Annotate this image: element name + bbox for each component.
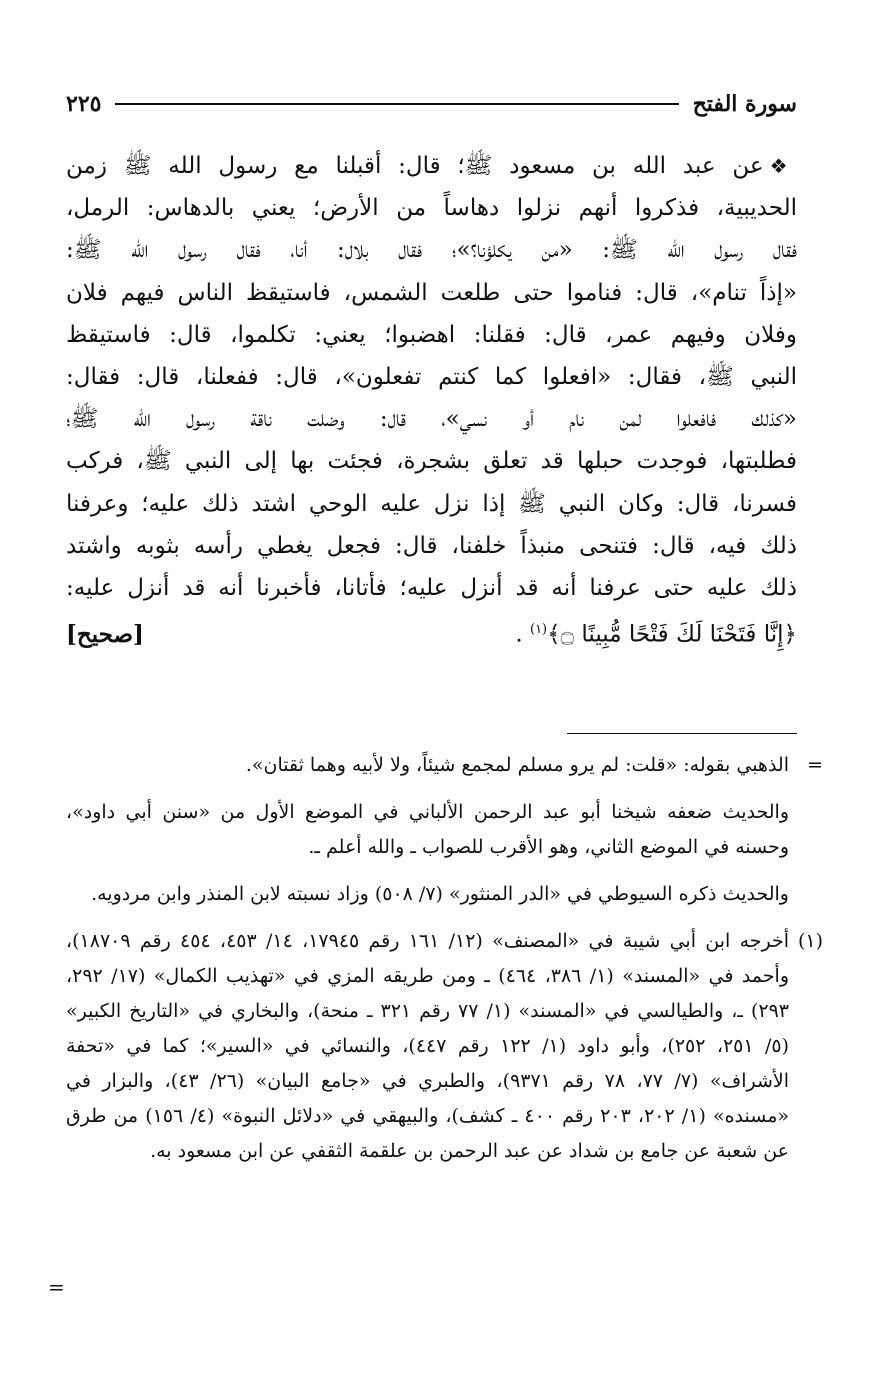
text-line: فطلبتها، فوجدت حبلها قد تعلق بشجرة، فجئت بها إلى النبي ﷺ، فركب — [66, 448, 797, 475]
footnote-text: أخرجه ابن أبي شيبة في «المصنف» (١٢/ ١٦١ رقم ١٧٩٤٥، ١٤/ ٤٥٣، ٤٥٤ رقم ١٨٧٠٩)، وأحمد في «المسند» (١/ ٣٨٦، ٤٦٤) ـ ومن طريقه المزي في «تهذيب الكمال» (١٧/ ٢٩٢، ٢٩٣) ـ، والطيالسي في «المسند» (١/ ٧٧ رقم ٣٢١ ـ منحة)، والبخاري في «التاريخ الكبير» (٥/ ٢٥١، ٢٥٢)، وأبو داود (١/ ١٢٢ رقم ٤٤٧)، والنسائي في «السير»؛ كما في «تحفة الأشراف» (٧/ ٧٧، ٧٨ رقم ٩٣٧١)، والطبري في «جامع البيان» (٢٦/ ٤٣)، والبزار في «مسنده» (١/ ٢٠٢، ٢٠٣ رقم ٤٠٠ ـ كشف)، والبيهقي في «دلائل النبوة» (٤/ ١٥٦) من طرق عن شعبة عن جامع بن شداد عن عبد الرحمن بن علقمة الثقفي عن ابن مسعود به. — [66, 930, 790, 1162]
page-number: ٢٢٥ — [66, 91, 102, 117]
text-line: الحديبية، فذكروا أنهم نزلوا دهاساً من الأرض؛ يعني بالدهاس: الرمل، — [66, 195, 797, 222]
authenticity-verdict: [صحيح] — [66, 620, 144, 648]
continuation-marker: = — [807, 754, 823, 776]
footnote-reference: (١) — [529, 622, 548, 638]
footnote-number: (١) — [797, 930, 823, 952]
footnotes — [66, 748, 823, 1181]
header-rule — [115, 103, 678, 105]
hadith-text — [66, 145, 797, 656]
text-line: النبي ﷺ، فقال: «افعلوا كما كنتم تفعلون»، قال: ففعلنا، قال: فقال: — [66, 364, 797, 391]
footnote-paragraph: والحديث ذكره السيوطي في «الدر المنثور» (٧/ ٥٠٨) وزاد نسبته لابن المنذر وابن مردويه. — [91, 883, 789, 905]
text-line: فقال رسول الله ﷺ: «من يكلؤنا؟»؛ فقال بلال: أنا، فقال رسول الله ﷺ: — [66, 237, 797, 264]
footnote-separator — [567, 733, 797, 734]
surah-title: سورة الفتح — [692, 91, 797, 117]
footnote-paragraph: والحديث ضعفه شيخنا أبو عبد الرحمن الألباني في الموضع الأول من «سنن أبي داود»، وحسنه في الموضع الثاني، وهو الأقرب للصواب ـ والله أعلم ـ. — [66, 801, 789, 858]
text-line: ذلك فيه، قال: فتنحى منبذاً خلفنا، قال: فجعل يغطي رأسه بثوبه واشتد — [66, 532, 797, 559]
star-ornament-icon: ❖ — [769, 154, 797, 178]
footnote-paragraph: الذهبي بقوله: «قلت: لم يرو مسلم لمجمع شيئاً، ولا لأبيه وهما ثقتان». — [245, 754, 789, 776]
footnote-continuation — [66, 748, 823, 924]
text-line: «كذلك فافعلوا لمن نام أو نسي»، قال: وضلت ناقة رسول الله ﷺ؛ — [66, 406, 797, 433]
page-header — [66, 84, 797, 124]
text-line: ذلك عليه حتى عرفنا أنه قد أنزل عليه؛ فأتانا، فأخبرنا أنه قد أنزل عليه: — [66, 575, 797, 602]
continues-next-page-marker: = — [48, 1275, 65, 1299]
footnote-1 — [66, 924, 823, 1181]
text-line: وفلان وفيهم عمر، قال: فقلنا: اهضبوا؛ يعني: تكلموا، قال: فاستيقظ — [66, 321, 797, 348]
quran-verse: ﴿إِنَّا فَتَحْنَا لَكَ فَتْحًا مُّبِينًا ۝﴾ — [547, 621, 797, 648]
verse-line: ﴿إِنَّا فَتَحْنَا لَكَ فَتْحًا مُّبِينًا ۝﴾$^{(١)}$ . [صحيح] — [66, 609, 797, 656]
text-line: «إذاً تنام»، قال: فناموا حتى طلعت الشمس، فاستيقظ الناس فيهم فلان — [66, 279, 797, 306]
text-line: ❖عن عبد الله بن مسعود ﷺ؛ قال: أقبلنا مع رسول الله ﷺ زمن — [66, 153, 797, 179]
text-line: فسرنا، قال: وكان النبي ﷺ إذا نزل عليه الوحي اشتد ذلك عليه؛ وعرفنا — [66, 490, 797, 517]
